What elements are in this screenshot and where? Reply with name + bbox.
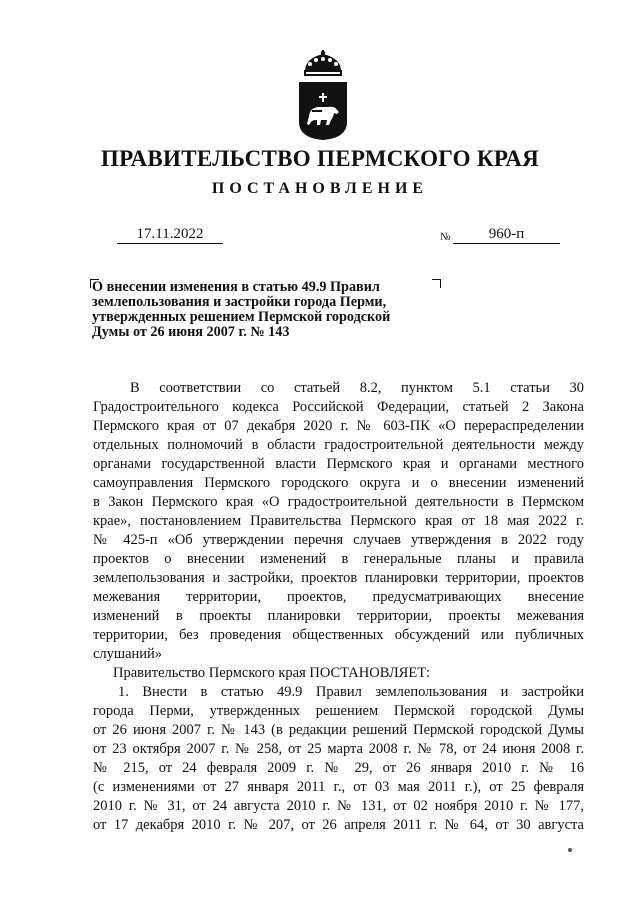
body-line: проектов о внесении изменений в генеральные планы и правила (93, 551, 584, 567)
body-line: землепользования и застройки, проектов планировки территории, проектов (93, 570, 584, 586)
body-line: 2010 г. № 31, от 24 августа 2010 г. № 131, от 02 ноября 2010 г. № 177, (93, 798, 584, 814)
body-line: от 17 декабря 2010 г. № 207, от 26 апреля 2011 г. № 64, от 30 августа (93, 817, 584, 833)
document-body (93, 379, 584, 835)
subject-line: Думы от 26 июня 2007 г. № 143 (92, 324, 290, 340)
body-line: межевания территории, проектов, предусматривающих внесение (93, 589, 584, 605)
body-line: территории, без проведения общественных обсуждений или публичных (93, 627, 584, 643)
body-line: Правительство Пермского края ПОСТАНОВЛЯЕТ: (113, 665, 431, 681)
body-line: органами государственной власти Пермского края и органами местного (93, 456, 584, 472)
body-line: № 425-п «Об утверждении перечня случаев утверждения в 2022 году (93, 532, 584, 548)
body-line: 1. Внести в статью 49.9 Правил землепользования и застройки (118, 684, 584, 700)
number-sign: № (440, 231, 451, 243)
subject-line: О внесении изменения в статью 49.9 Правил (92, 279, 380, 295)
scan-dot (568, 848, 572, 852)
document-number: 960-п (453, 226, 560, 244)
subject-line: землепользования и застройки города Перми, (92, 294, 387, 310)
body-line: В соответствии со статьей 8.2, пунктом 5.1 статьи 30 (130, 380, 584, 396)
body-line: № 215, от 24 февраля 2009 г. № 29, от 26 января 2010 г. № 16 (93, 760, 584, 776)
body-line: города Перми, утвержденных решением Пермской городской Думы (93, 703, 584, 719)
body-line: слушаний» (93, 646, 163, 662)
body-line: (с изменениями от 27 января 2011 г., от 03 мая 2011 г.), от 25 февраля (93, 779, 584, 795)
body-line: Пермского края от 07 декабря 2020 г. № 603-ПК «О перераспределении (93, 418, 584, 434)
subject-line: утвержденных решением Пермской городской (92, 309, 391, 325)
perm-krai-coat-of-arms-icon (296, 50, 350, 142)
subject-bracket-right (432, 279, 441, 288)
document-type: ПОСТАНОВЛЕНИЕ (211, 180, 429, 197)
body-line: от 23 октября 2007 г. № 258, от 25 марта 2008 г. № 78, от 24 июня 2008 г. (93, 741, 584, 757)
body-line: изменений в проекты планировки территории, проекты межевания (93, 608, 584, 624)
body-line: самоуправления Пермского городского округа и о внесении изменений (93, 475, 584, 491)
body-line: в Закон Пермского края «О градостроительной деятельности в Пермском (93, 494, 584, 510)
government-title: ПРАВИТЕЛЬСТВО ПЕРМСКОГО КРАЯ (100, 146, 540, 171)
body-line: Градостроительного кодекса Российской Федерации, статьей 2 Закона (93, 399, 584, 415)
document-subject (92, 280, 432, 340)
body-line: отдельных полномочий в области градостроительной деятельности между (93, 437, 584, 453)
body-line: от 26 июня 2007 г. № 143 (в редакции решений Пермской городской Думы (93, 722, 584, 738)
document-date: 17.11.2022 (117, 226, 223, 244)
body-line: крае», постановлением Правительства Пермского края от 18 мая 2022 г. (93, 513, 584, 529)
